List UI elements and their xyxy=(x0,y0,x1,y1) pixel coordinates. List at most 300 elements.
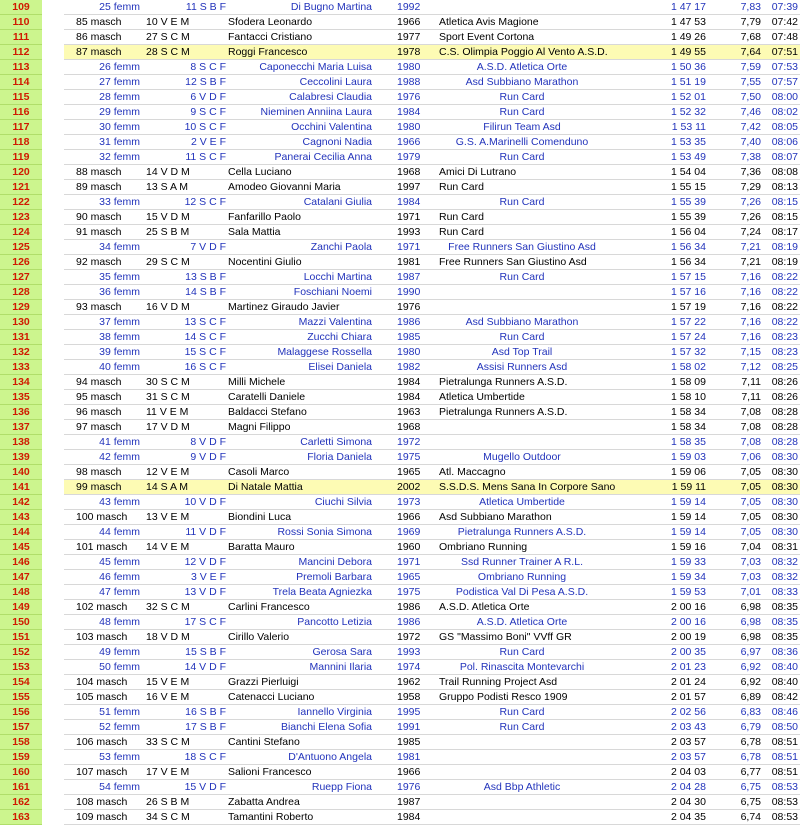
finish-time: 2 04 30 xyxy=(670,796,706,808)
overall-position: 120 xyxy=(0,165,42,180)
overall-position: 152 xyxy=(0,645,42,660)
athlete-name: Carlini Francesco xyxy=(228,601,310,613)
finish-time: 1 49 26 xyxy=(670,31,706,43)
birth-year: 1975 xyxy=(397,586,421,598)
overall-position: 147 xyxy=(0,570,42,585)
finish-time: 1 47 17 xyxy=(670,1,706,13)
finish-time: 1 56 04 xyxy=(670,226,706,238)
average-speed: 7,29 xyxy=(740,181,761,193)
athlete-name: Gerosa Sara xyxy=(312,646,372,658)
category: 9 V D F xyxy=(190,451,226,463)
finish-time: 1 59 14 xyxy=(670,496,706,508)
category: 13 V E M xyxy=(146,511,190,523)
gender-position: 52 femm xyxy=(99,721,140,733)
birth-year: 1993 xyxy=(397,646,421,658)
athlete-name: Fanfarillo Paolo xyxy=(228,211,301,223)
average-speed: 6,78 xyxy=(740,736,761,748)
pace: 08:06 xyxy=(771,136,798,148)
average-speed: 7,11 xyxy=(741,376,761,388)
finish-time: 2 01 57 xyxy=(670,691,706,703)
athlete-name: Bianchi Elena Sofia xyxy=(280,721,372,733)
category: 17 S C F xyxy=(184,616,226,628)
average-speed: 7,06 xyxy=(740,451,761,463)
row-spacer xyxy=(42,0,64,15)
row-spacer xyxy=(42,75,64,90)
gender-position: 34 femm xyxy=(99,241,140,253)
finish-time: 2 03 43 xyxy=(670,721,706,733)
pace: 08:30 xyxy=(771,526,798,538)
gender-position: 108 masch xyxy=(76,796,128,808)
pace: 08:22 xyxy=(771,316,798,328)
overall-position: 144 xyxy=(0,525,42,540)
result-row xyxy=(0,30,800,45)
team-name: Asd Subbiano Marathon xyxy=(439,511,552,523)
overall-position: 133 xyxy=(0,360,42,375)
result-row xyxy=(0,330,800,345)
birth-year: 1969 xyxy=(397,526,421,538)
team-name: Atletica Avis Magione xyxy=(439,16,539,28)
finish-time: 1 59 11 xyxy=(671,481,706,493)
category: 14 S C F xyxy=(184,331,226,343)
result-row xyxy=(0,705,800,720)
pace: 08:53 xyxy=(771,796,798,808)
birth-year: 1976 xyxy=(397,91,421,103)
average-speed: 7,16 xyxy=(740,286,761,298)
overall-position: 138 xyxy=(0,435,42,450)
average-speed: 7,08 xyxy=(740,406,761,418)
row-spacer xyxy=(42,540,64,555)
overall-position: 131 xyxy=(0,330,42,345)
birth-year: 1997 xyxy=(397,181,421,193)
pace: 08:22 xyxy=(771,286,798,298)
birth-year: 1984 xyxy=(397,196,421,208)
result-row xyxy=(0,780,800,795)
gender-position: 90 masch xyxy=(76,211,122,223)
pace: 08:05 xyxy=(771,121,798,133)
overall-position: 128 xyxy=(0,285,42,300)
result-row xyxy=(0,555,800,570)
row-spacer xyxy=(42,525,64,540)
gender-position: 48 femm xyxy=(99,616,140,628)
result-row xyxy=(0,750,800,765)
gender-position: 33 femm xyxy=(99,196,140,208)
team-name: Free Runners San Giustino Asd xyxy=(448,241,596,253)
gender-position: 93 masch xyxy=(76,301,122,313)
pace: 08:33 xyxy=(771,586,798,598)
birth-year: 1966 xyxy=(397,511,421,523)
row-spacer xyxy=(42,780,64,795)
row-spacer xyxy=(42,120,64,135)
row-spacer xyxy=(42,450,64,465)
overall-position: 149 xyxy=(0,600,42,615)
team-name: Asd Subbiano Marathon xyxy=(465,316,579,328)
finish-time: 1 59 34 xyxy=(670,571,706,583)
birth-year: 1974 xyxy=(397,661,421,673)
average-speed: 7,05 xyxy=(740,511,761,523)
pace: 08:31 xyxy=(771,541,798,553)
finish-time: 2 00 19 xyxy=(670,631,706,643)
category: 15 V E M xyxy=(146,676,190,688)
pace: 08:32 xyxy=(771,571,798,583)
athlete-name: Carletti Simona xyxy=(300,436,372,448)
birth-year: 1984 xyxy=(397,391,421,403)
average-speed: 7,59 xyxy=(740,61,761,73)
gender-position: 49 femm xyxy=(99,646,140,658)
result-row xyxy=(0,630,800,645)
gender-position: 25 femm xyxy=(99,1,140,13)
result-row xyxy=(0,75,800,90)
birth-year: 1992 xyxy=(397,1,421,13)
result-row xyxy=(0,570,800,585)
team-name: Ssd Runner Trainer A R.L. xyxy=(461,556,583,568)
gender-position: 92 masch xyxy=(76,256,122,268)
category: 13 S C F xyxy=(184,316,226,328)
birth-year: 1986 xyxy=(397,601,421,613)
row-spacer xyxy=(42,615,64,630)
gender-position: 26 femm xyxy=(99,61,140,73)
result-row xyxy=(0,495,800,510)
category: 15 S B F xyxy=(185,646,226,658)
average-speed: 7,21 xyxy=(740,256,761,268)
gender-position: 27 femm xyxy=(99,76,140,88)
overall-position: 153 xyxy=(0,660,42,675)
overall-position: 113 xyxy=(0,60,42,75)
athlete-name: Catenacci Luciano xyxy=(228,691,315,703)
category: 14 V E M xyxy=(146,541,190,553)
average-speed: 6,83 xyxy=(740,706,761,718)
birth-year: 1966 xyxy=(397,16,421,28)
birth-year: 1986 xyxy=(397,316,421,328)
birth-year: 1982 xyxy=(397,361,421,373)
overall-position: 135 xyxy=(0,390,42,405)
result-row xyxy=(0,345,800,360)
overall-position: 111 xyxy=(0,30,42,45)
overall-position: 109 xyxy=(0,0,42,15)
result-row xyxy=(0,795,800,810)
birth-year: 1973 xyxy=(397,496,421,508)
result-row xyxy=(0,15,800,30)
athlete-name: Floria Daniela xyxy=(307,451,372,463)
average-speed: 6,98 xyxy=(740,601,761,613)
gender-position: 97 masch xyxy=(76,421,122,433)
row-spacer xyxy=(42,375,64,390)
pace: 08:51 xyxy=(771,736,798,748)
average-speed: 6,74 xyxy=(740,811,761,823)
athlete-name: Mazzi Valentina xyxy=(298,316,372,328)
result-row xyxy=(0,135,800,150)
finish-time: 1 56 34 xyxy=(670,256,706,268)
row-spacer xyxy=(42,315,64,330)
pace: 08:30 xyxy=(771,496,798,508)
team-name: Amici Di Lutrano xyxy=(439,166,517,178)
category: 32 S C M xyxy=(146,601,190,613)
finish-time: 1 53 35 xyxy=(670,136,706,148)
team-name: Free Runners San Giustino Asd xyxy=(439,256,587,268)
row-spacer xyxy=(42,60,64,75)
gender-position: 105 masch xyxy=(76,691,128,703)
category: 11 S B F xyxy=(185,1,226,13)
team-name: Run Card xyxy=(499,91,545,103)
team-name: Sport Event Cortona xyxy=(439,31,535,43)
average-speed: 6,77 xyxy=(740,766,761,778)
category: 17 S B F xyxy=(185,721,226,733)
result-row xyxy=(0,60,800,75)
overall-position: 155 xyxy=(0,690,42,705)
birth-year: 1979 xyxy=(397,151,421,163)
team-name: Pietralunga Runners A.S.D. xyxy=(439,406,568,418)
row-spacer xyxy=(42,420,64,435)
athlete-name: Iannello Virginia xyxy=(297,706,372,718)
gender-position: 96 masch xyxy=(76,406,122,418)
category: 17 V D M xyxy=(146,421,190,433)
birth-year: 1958 xyxy=(397,691,421,703)
gender-position: 50 femm xyxy=(99,661,140,673)
pace: 08:17 xyxy=(771,226,798,238)
athlete-name: Rossi Sonia Simona xyxy=(277,526,372,538)
pace: 08:26 xyxy=(771,391,798,403)
team-name xyxy=(422,285,622,300)
pace: 08:30 xyxy=(771,511,798,523)
row-spacer xyxy=(42,465,64,480)
overall-position: 143 xyxy=(0,510,42,525)
average-speed: 7,05 xyxy=(740,481,761,493)
team-name: A.S.D. Atletica Orte xyxy=(476,616,568,628)
athlete-name: Zucchi Chiara xyxy=(307,331,372,343)
average-speed: 7,46 xyxy=(740,106,761,118)
row-spacer xyxy=(42,15,64,30)
overall-position: 129 xyxy=(0,300,42,315)
gender-position: 39 femm xyxy=(99,346,140,358)
birth-year: 1975 xyxy=(397,451,421,463)
team-name: Trail Running Project Asd xyxy=(439,676,558,688)
average-speed: 7,16 xyxy=(740,316,761,328)
average-speed: 7,15 xyxy=(740,346,761,358)
overall-position: 118 xyxy=(0,135,42,150)
category: 14 V D F xyxy=(184,661,226,673)
overall-position: 115 xyxy=(0,90,42,105)
pace: 08:51 xyxy=(771,766,798,778)
category: 31 S C M xyxy=(146,391,190,403)
gender-position: 51 femm xyxy=(99,706,140,718)
average-speed: 6,75 xyxy=(740,796,761,808)
pace: 08:22 xyxy=(771,271,798,283)
birth-year: 1980 xyxy=(397,61,421,73)
overall-position: 142 xyxy=(0,495,42,510)
category: 15 S C F xyxy=(184,346,226,358)
finish-time: 1 58 35 xyxy=(670,436,706,448)
finish-time: 1 55 15 xyxy=(670,181,706,193)
pace: 08:35 xyxy=(771,601,798,613)
pace: 08:30 xyxy=(771,451,798,463)
result-row xyxy=(0,315,800,330)
result-row xyxy=(0,720,800,735)
overall-position: 123 xyxy=(0,210,42,225)
category: 16 V D M xyxy=(146,301,190,313)
average-speed: 7,11 xyxy=(741,391,761,403)
row-spacer xyxy=(42,150,64,165)
pace: 07:39 xyxy=(771,1,798,13)
row-spacer xyxy=(42,600,64,615)
team-name: Podistica Val Di Pesa A.S.D. xyxy=(455,586,589,598)
athlete-name: D'Antuono Angela xyxy=(288,751,372,763)
finish-time: 1 52 01 xyxy=(670,91,706,103)
row-spacer xyxy=(42,795,64,810)
average-speed: 7,08 xyxy=(740,421,761,433)
athlete-name: Sala Mattia xyxy=(228,226,281,238)
gender-position: 109 masch xyxy=(76,811,128,823)
average-speed: 7,05 xyxy=(740,496,761,508)
team-name: Run Card xyxy=(439,211,484,223)
overall-position: 124 xyxy=(0,225,42,240)
pace: 08:28 xyxy=(771,421,798,433)
result-row xyxy=(0,540,800,555)
category: 29 S C M xyxy=(146,256,190,268)
overall-position: 145 xyxy=(0,540,42,555)
finish-time: 2 03 57 xyxy=(670,736,706,748)
average-speed: 7,64 xyxy=(740,46,761,58)
team-name: Run Card xyxy=(499,721,545,733)
team-name: Gruppo Podisti Resco 1909 xyxy=(439,691,568,703)
team-name xyxy=(439,420,639,435)
athlete-name: Salioni Francesco xyxy=(228,766,312,778)
pace: 08:02 xyxy=(771,106,798,118)
category: 13 V D F xyxy=(184,586,226,598)
row-spacer xyxy=(42,360,64,375)
gender-position: 86 masch xyxy=(76,31,122,43)
overall-position: 161 xyxy=(0,780,42,795)
result-row xyxy=(0,480,800,495)
gender-position: 37 femm xyxy=(99,316,140,328)
birth-year: 1988 xyxy=(397,76,421,88)
birth-year: 1971 xyxy=(397,241,421,253)
average-speed: 6,75 xyxy=(740,781,761,793)
pace: 08:36 xyxy=(771,646,798,658)
gender-position: 88 masch xyxy=(76,166,122,178)
birth-year: 1985 xyxy=(397,331,421,343)
birth-year: 1984 xyxy=(397,376,421,388)
finish-time: 1 59 06 xyxy=(670,466,706,478)
finish-time: 1 57 22 xyxy=(670,316,706,328)
overall-position: 110 xyxy=(0,15,42,30)
row-spacer xyxy=(42,555,64,570)
average-speed: 6,98 xyxy=(740,616,761,628)
row-spacer xyxy=(42,585,64,600)
birth-year: 1978 xyxy=(397,46,421,58)
average-speed: 7,36 xyxy=(740,166,761,178)
finish-time: 1 59 16 xyxy=(670,541,706,553)
pace: 08:35 xyxy=(771,616,798,628)
gender-position: 47 femm xyxy=(99,586,140,598)
average-speed: 7,42 xyxy=(740,121,761,133)
team-name: Run Card xyxy=(499,106,545,118)
birth-year: 1986 xyxy=(397,616,421,628)
category: 8 V D F xyxy=(190,436,226,448)
team-name: Ombriano Running xyxy=(477,571,567,583)
result-row xyxy=(0,255,800,270)
average-speed: 7,21 xyxy=(740,241,761,253)
athlete-name: Cella Luciano xyxy=(228,166,292,178)
gender-position: 31 femm xyxy=(99,136,140,148)
gender-position: 54 femm xyxy=(99,781,140,793)
row-spacer xyxy=(42,285,64,300)
gender-position: 30 femm xyxy=(99,121,140,133)
birth-year: 1971 xyxy=(397,556,421,568)
result-row xyxy=(0,150,800,165)
finish-time: 1 52 32 xyxy=(670,106,706,118)
row-spacer xyxy=(42,135,64,150)
athlete-name: Mannini Ilaria xyxy=(309,661,372,673)
finish-time: 1 58 34 xyxy=(670,406,706,418)
result-row xyxy=(0,360,800,375)
birth-year: 1993 xyxy=(397,226,421,238)
pace: 07:57 xyxy=(771,76,798,88)
overall-position: 163 xyxy=(0,810,42,825)
team-name xyxy=(422,750,622,765)
team-name: Run Card xyxy=(499,151,545,163)
athlete-name: Occhini Valentina xyxy=(291,121,372,133)
row-spacer xyxy=(42,750,64,765)
category: 14 S A M xyxy=(146,481,189,493)
gender-position: 106 masch xyxy=(76,736,128,748)
pace: 08:00 xyxy=(771,91,798,103)
gender-position: 87 masch xyxy=(76,46,122,58)
gender-position: 43 femm xyxy=(99,496,140,508)
result-row xyxy=(0,45,800,60)
overall-position: 139 xyxy=(0,450,42,465)
finish-time: 1 55 39 xyxy=(670,196,706,208)
finish-time: 2 01 23 xyxy=(670,661,706,673)
birth-year: 1984 xyxy=(397,106,421,118)
athlete-name: Panerai Cecilia Anna xyxy=(274,151,372,163)
category: 12 S C F xyxy=(184,196,226,208)
pace: 08:40 xyxy=(771,676,798,688)
row-spacer xyxy=(42,270,64,285)
gender-position: 44 femm xyxy=(99,526,140,538)
team-name: Atletica Umbertide xyxy=(439,391,525,403)
birth-year: 1981 xyxy=(397,751,421,763)
birth-year: 1977 xyxy=(397,31,421,43)
average-speed: 7,12 xyxy=(740,361,761,373)
team-name: Asd Subbiano Marathon xyxy=(465,76,579,88)
athlete-name: Tamantini Roberto xyxy=(228,811,314,823)
category: 27 S C M xyxy=(146,31,190,43)
gender-position: 40 femm xyxy=(99,361,140,373)
team-name xyxy=(439,735,639,750)
team-name: Pietralunga Runners A.S.D. xyxy=(457,526,587,538)
pace: 07:53 xyxy=(771,61,798,73)
category: 16 V E M xyxy=(146,691,190,703)
athlete-name: Grazzi Pierluigi xyxy=(228,676,299,688)
team-name: Filirun Team Asd xyxy=(483,121,561,133)
team-name: Run Card xyxy=(499,646,545,658)
average-speed: 6,92 xyxy=(740,676,761,688)
finish-time: 1 59 03 xyxy=(670,451,706,463)
gender-position: 91 masch xyxy=(76,226,122,238)
overall-position: 140 xyxy=(0,465,42,480)
team-name xyxy=(422,0,622,15)
category: 25 S B M xyxy=(146,226,190,238)
pace: 07:48 xyxy=(771,31,798,43)
overall-position: 119 xyxy=(0,150,42,165)
athlete-name: Milli Michele xyxy=(228,376,286,388)
finish-time: 2 00 16 xyxy=(670,601,706,613)
average-speed: 7,16 xyxy=(740,331,761,343)
athlete-name: Cagnoni Nadia xyxy=(302,136,372,148)
finish-time: 1 58 34 xyxy=(670,421,706,433)
team-name: Assisi Runners Asd xyxy=(476,361,568,373)
result-row xyxy=(0,270,800,285)
pace: 08:35 xyxy=(771,631,798,643)
